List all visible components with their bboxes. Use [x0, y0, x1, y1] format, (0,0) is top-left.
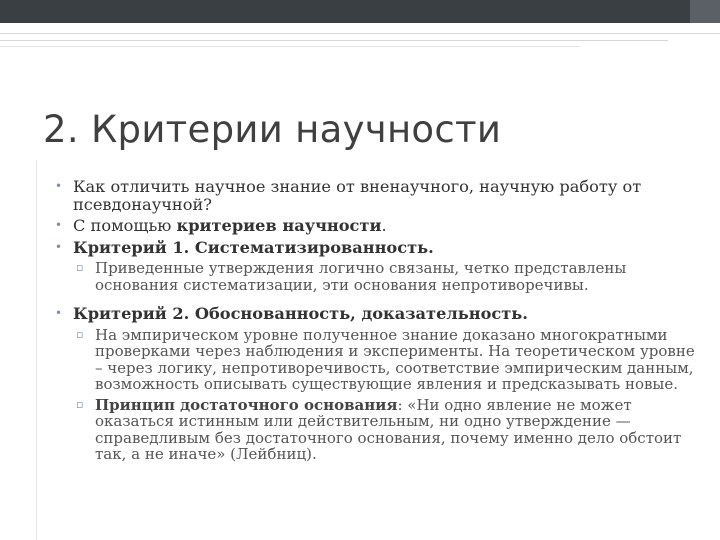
decorative-line	[0, 33, 720, 34]
top-bar	[0, 0, 720, 23]
decorative-line	[0, 40, 668, 41]
bullet-text: С помощью	[73, 216, 177, 235]
bullet-text: Как отличить научное знание от вненаучного, научную работу от псевдонаучной?	[73, 177, 642, 214]
sub-bullet-marker: ▫	[76, 397, 84, 411]
top-bar-accent	[690, 0, 720, 23]
principle-heading: Принцип достаточного основания	[95, 395, 398, 414]
criterion-heading: Критерий 1. Систематизированность.	[73, 237, 434, 257]
bullet-emphasis: критериев научности	[176, 216, 382, 235]
bullet-item	[55, 239, 695, 257]
sub-bullet-text: Приведенные утверждения логично связаны, четко представлены основания систематизации, эти основания непротиворечивы.	[95, 259, 627, 294]
sub-bullet-text: : «Ни одно явление не может оказаться истинным или действительным, ни одно утверждение — справедливым без достаточного основания, почему именно дело обстоит так, а не иначе» (Лейбниц).	[95, 395, 682, 463]
left-rule	[36, 160, 37, 540]
sub-bullet-item	[55, 260, 695, 293]
sub-bullet-marker: ▫	[76, 261, 84, 274]
bullet-marker: •	[55, 218, 63, 232]
slide-content	[55, 178, 695, 467]
bullet-marker: •	[55, 239, 63, 254]
bullet-text: .	[381, 216, 387, 235]
decorative-line	[0, 46, 580, 47]
bullet-marker: •	[55, 179, 63, 193]
slide-title: 2. Критерии научности	[43, 108, 502, 151]
sub-bullet-item	[55, 397, 695, 463]
bullet-item	[55, 217, 695, 235]
bullet-item	[55, 178, 695, 213]
sub-bullet-marker: ▫	[76, 327, 84, 341]
criterion-heading: Критерий 2. Обоснованность, доказательность.	[73, 304, 528, 323]
sub-bullet-item	[55, 327, 695, 393]
sub-bullet-text: На эмпирическом уровне полученное знание доказано многократными проверками через наблюдения и эксперименты. На теоретическом уровне – через логику, непротиворечивость, соответствие эмпирическим данным, возможность описывать существующие явления и предсказывать новые.	[95, 325, 695, 393]
bullet-marker: •	[55, 306, 63, 320]
bullet-item	[55, 305, 695, 323]
